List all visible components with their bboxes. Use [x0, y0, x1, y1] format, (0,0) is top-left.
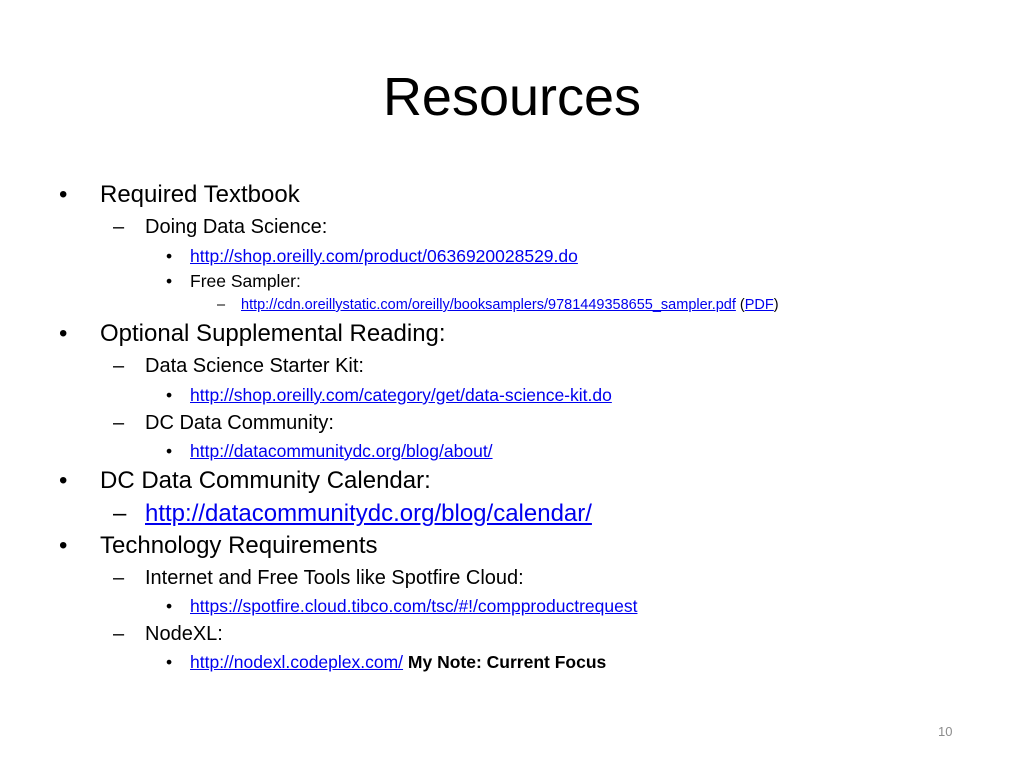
starter-kit-label: Data Science Starter Kit:: [145, 355, 364, 377]
page-number: 10: [938, 724, 953, 739]
tech-requirements-label: Technology Requirements: [100, 532, 378, 559]
dash-marker: –: [113, 216, 125, 238]
bullet-marker: •: [59, 320, 68, 347]
nodexl-line: [190, 651, 606, 673]
bullet-marker: •: [166, 246, 173, 266]
nodexl-label: NodeXL:: [145, 623, 223, 645]
sampler-line: [241, 296, 779, 314]
internet-tools-label: Internet and Free Tools like Spotfire Cloud:: [145, 567, 524, 589]
paren-open: (: [739, 297, 745, 313]
doing-data-science-link[interactable]: http://shop.oreilly.com/product/0636920028529.do: [190, 246, 578, 266]
nodexl-link[interactable]: http://nodexl.codeplex.com/: [190, 652, 404, 672]
dc-calendar-link[interactable]: http://datacommunitydc.org/blog/calendar/: [145, 500, 592, 527]
optional-reading-label: Optional Supplemental Reading:: [100, 320, 446, 347]
free-sampler-label: Free Sampler:: [190, 271, 301, 291]
dash-marker: –: [113, 500, 127, 527]
bullet-marker: •: [166, 271, 173, 291]
slide-title: Resources: [382, 67, 642, 127]
starter-kit-link[interactable]: http://shop.oreilly.com/category/get/data-science-kit.do: [190, 385, 612, 405]
my-note: My Note: Current Focus: [407, 652, 607, 672]
bullet-marker: •: [166, 385, 173, 405]
dc-community-link[interactable]: http://datacommunitydc.org/blog/about/: [190, 441, 493, 461]
dash-marker: –: [113, 623, 125, 645]
pdf-link[interactable]: PDF: [744, 297, 774, 313]
dash-marker: –: [113, 567, 125, 589]
dash-marker: –: [217, 297, 226, 313]
doing-data-science-label: Doing Data Science:: [145, 216, 328, 238]
bullet-marker: •: [166, 652, 173, 672]
bullet-marker: •: [166, 596, 173, 616]
bullet-marker: •: [59, 181, 68, 208]
required-textbook-label: Required Textbook: [100, 181, 300, 208]
dash-marker: –: [113, 355, 125, 377]
dash-marker: –: [113, 412, 125, 434]
sampler-pdf-url-link[interactable]: http://cdn.oreillystatic.com/oreilly/booksamplers/9781449358655_sampler.pdf: [241, 297, 736, 313]
spotfire-link[interactable]: https://spotfire.cloud.tibco.com/tsc/#!/compproductrequest: [190, 596, 638, 616]
dc-calendar-label: DC Data Community Calendar:: [100, 467, 431, 494]
bullet-marker: •: [59, 532, 68, 559]
paren-close: ): [773, 297, 779, 313]
bullet-marker: •: [59, 467, 68, 494]
dc-community-label: DC Data Community:: [145, 412, 334, 434]
bullet-marker: •: [166, 441, 173, 461]
